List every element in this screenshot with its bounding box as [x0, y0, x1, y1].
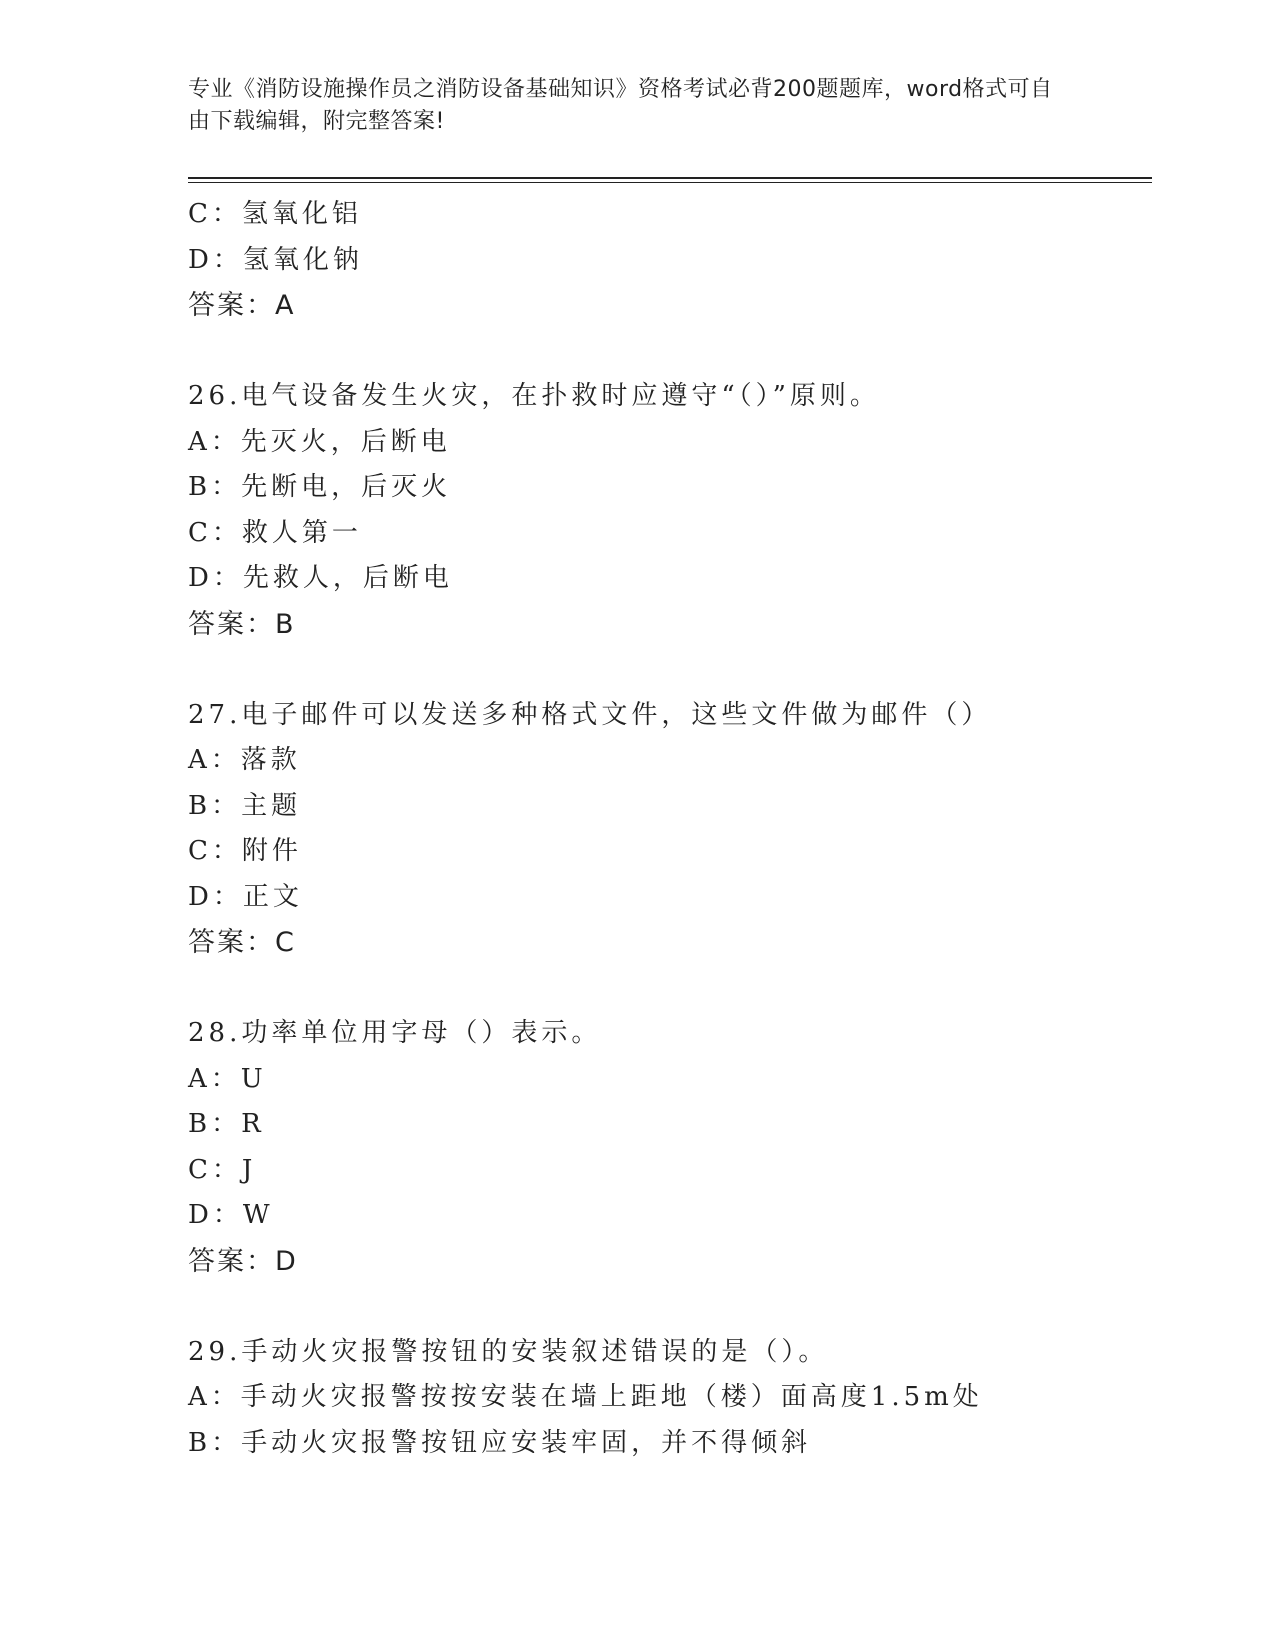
option-a: A：落款	[188, 745, 301, 775]
option-a: A：U	[188, 1063, 267, 1094]
answer-line: 答案：D	[188, 1245, 298, 1277]
option-d: D：W	[188, 1200, 274, 1230]
question-stem: 26.电气设备发生火灾，在扑救时应遵守“（）”原则。	[188, 381, 880, 411]
option-c: C：氢氧化铝	[188, 199, 362, 229]
question-stem: 27.电子邮件可以发送多种格式文件，这些文件做为邮件（）	[188, 699, 992, 730]
question-list	[188, 192, 1152, 1466]
header-divider-top	[188, 177, 1152, 179]
option-c: C：J	[188, 1154, 257, 1185]
option-d: D：先救人，后断电	[188, 563, 453, 593]
question-stem: 28.功率单位用字母（）表示。	[188, 1018, 602, 1048]
question-28	[188, 1011, 1152, 1330]
spacer	[188, 966, 1152, 1012]
option-a: A：先灭火，后断电	[188, 426, 451, 457]
question-27	[188, 693, 1152, 1012]
document-header: 专业《消防设施操作员之消防设备基础知识》资格考试必背200题题库，word格式可自由下载编辑，附完整答案!	[188, 77, 1053, 134]
spacer	[188, 647, 1152, 693]
option-b: B：主题	[188, 790, 302, 821]
question-29	[188, 1330, 1152, 1467]
option-d: D：氢氧化钠	[188, 244, 363, 275]
answer-line: 答案：B	[188, 608, 296, 640]
spacer	[188, 1284, 1152, 1330]
answer-line: 答案：A	[188, 290, 296, 321]
question-26	[188, 374, 1152, 693]
option-a: A：手动火灾报警按按安装在墙上距地（楼）面高度1.5m处	[188, 1382, 983, 1412]
option-b: B：先断电，后灭火	[188, 472, 452, 502]
option-c: C：附件	[188, 836, 302, 866]
question-stem: 29.手动火灾报警按钮的安装叙述错误的是（）。	[188, 1336, 829, 1367]
header-divider-bottom	[188, 182, 1152, 183]
answer-line: 答案：C	[188, 927, 296, 958]
spacer	[188, 329, 1152, 375]
option-c: C：救人第一	[188, 517, 362, 548]
option-b: B：手动火灾报警按钮应安装牢固，并不得倾斜	[188, 1427, 812, 1458]
option-b: B：R	[188, 1109, 265, 1139]
option-d: D：正文	[188, 881, 303, 912]
